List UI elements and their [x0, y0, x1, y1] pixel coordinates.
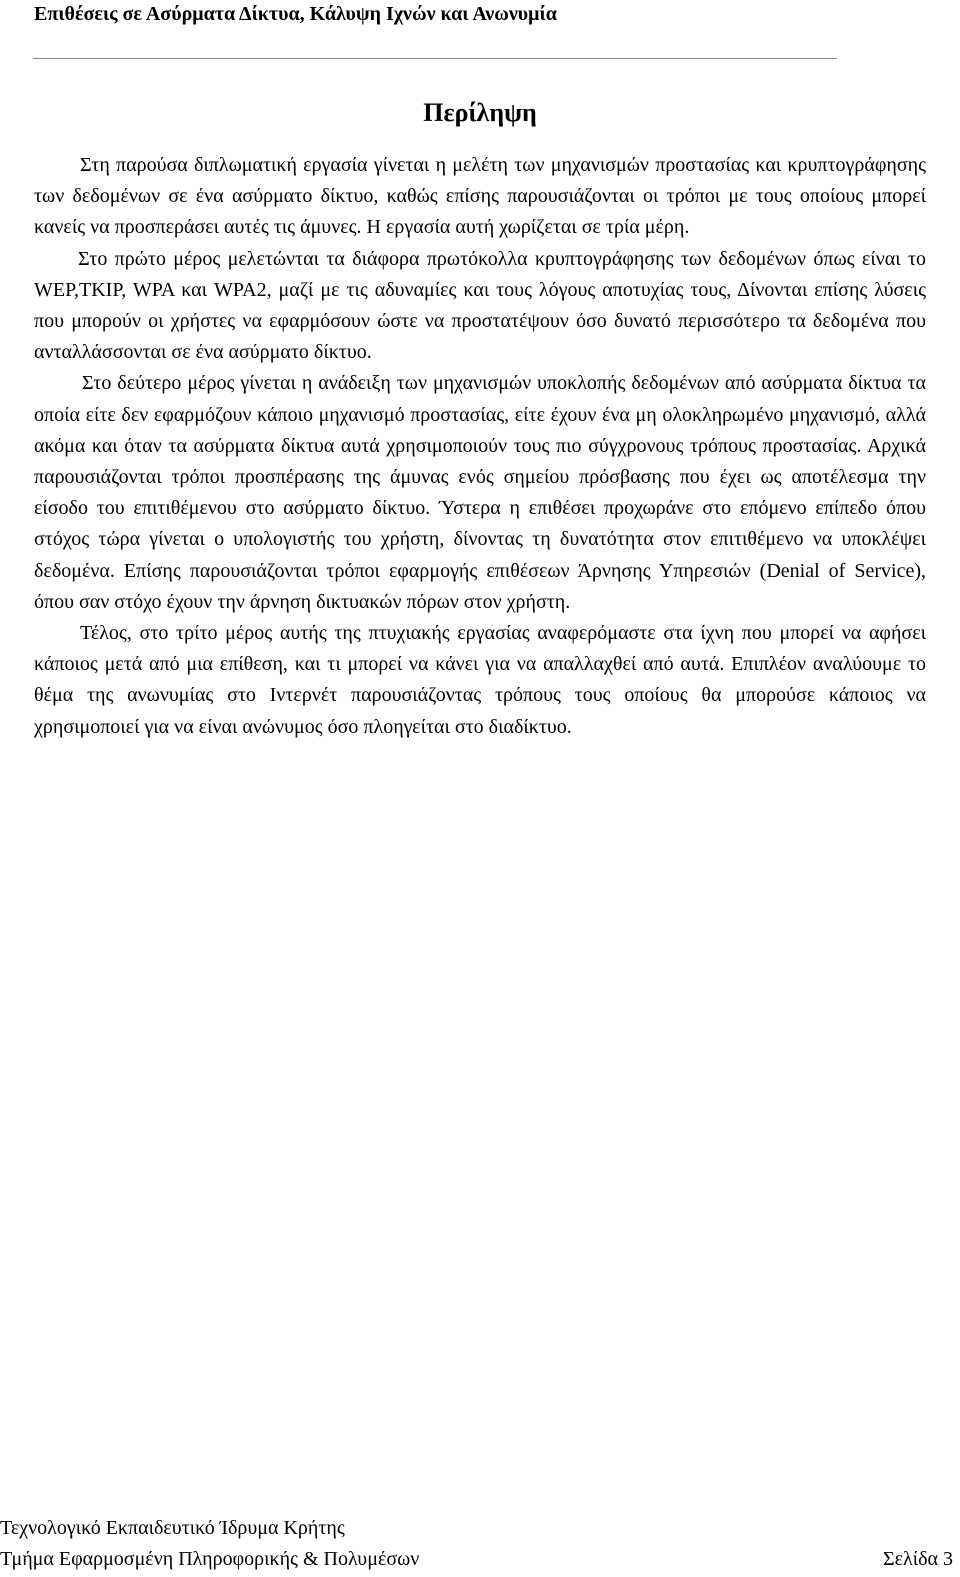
paragraph-intro: Στη παρούσα διπλωματική εργασία γίνεται η μελέτη των μηχανισμών προστασίας και κρυπτογράφησης των δεδομένων σε ένα ασύρματο δίκτυο, καθώς επίσης παρουσιάζονται οι τρόποι με τους οποίους μπορεί κανείς να προσπεράσει αυτές τις άμυνες. Η εργασία αυτή χωρίζεται σε τρία μέρη. [34, 154, 926, 239]
footer-department: Τμήμα Εφαρμοσμένη Πληροφορικής & Πολυμέσων [0, 1548, 420, 1570]
paragraph-part-two: Στο δεύτερο μέρος γίνεται η ανάδειξη των μηχανισμών υποκλοπής δεδομένων από ασύρματα δίκτυα τα οποία είτε δεν εφαρμόζουν κάποιο μηχανισμό προστασίας, είτε έχουν ένα μη ολοκληρωμένο μηχανισμό, αλλά ακόμα και όταν τα ασύρματα δίκτυα αυτά χρησιμοποιούν τους πιο σύγχρονους τρόπους προστασίας. Αρχικά παρουσιάζονται τρόποι προσπέρασης της άμυνας ενός σημείου πρόσβασης που έχει ως αποτέλεσμα την είσοδο του επιτιθέμενου στο ασύρματο δίκτυο. Ύστερα η επιθέσει προχωράνε στο επόμενο επίπεδο όπου στόχος τώρα γίνεται ο υπολογιστής του χρήστη, δίνοντας τη δυνατότητα στον επιτιθέμενο να υποκλέψει δεδομένα. Επίσης παρουσιάζονται τρόποι εφαρμογής επιθέσεων Άρνησης Υπηρεσιών (Denial of Service), όπου σαν στόχο έχουν την άρνηση δικτυακών πόρων στον χρήστη. [34, 372, 926, 613]
footer-institution: Τεχνολογικό Εκπαιδευτικό Ίδρυμα Κρήτης [0, 1517, 345, 1539]
section-title: Περίληψη [423, 98, 537, 127]
paragraph-part-one: Στο πρώτο μέρος μελετώνται τα διάφορα πρωτόκολλα κρυπτογράφησης των δεδομένων όπως είναι το WEP,TKIP, WPA και WPA2, μαζί με τις αδυναμίες και τους λόγους αποτυχίας τους, Δίνονται επίσης λύσεις που μπορούν οι χρήστες να εφαρμόσουν ώστε να προστατέψουν όσο δυνατό περισσότερο τα δεδομένα που ανταλλάσσονται σε ένα ασύρματο δίκτυο. [34, 247, 926, 364]
abstract-body [34, 150, 926, 743]
running-header-title: Επιθέσεις σε Ασύρματα Δίκτυα, Κάλυψη Ιχνών και Ανωνυμία [34, 3, 557, 25]
page-number: Σελίδα 3 [882, 1548, 953, 1570]
header-divider [33, 58, 837, 59]
paragraph-part-three: Τέλος, στο τρίτο μέρος αυτής της πτυχιακής εργασίας αναφερόμαστε στα ίχνη που μπορεί να αφήσει κάποιος μετά από μια επίθεση, και τι μπορεί να κάνει για να απαλλαχθεί από αυτά. Επιπλέον αναλύουμε το θέμα της ανωνυμίας στο Ιντερνέτ παρουσιάζοντας τρόπους τους οποίους θα μπορούσε κάποιος να χρησιμοποιεί για να είναι ανώνυμος όσο πλοηγείται στο διαδίκτυο. [34, 622, 926, 738]
